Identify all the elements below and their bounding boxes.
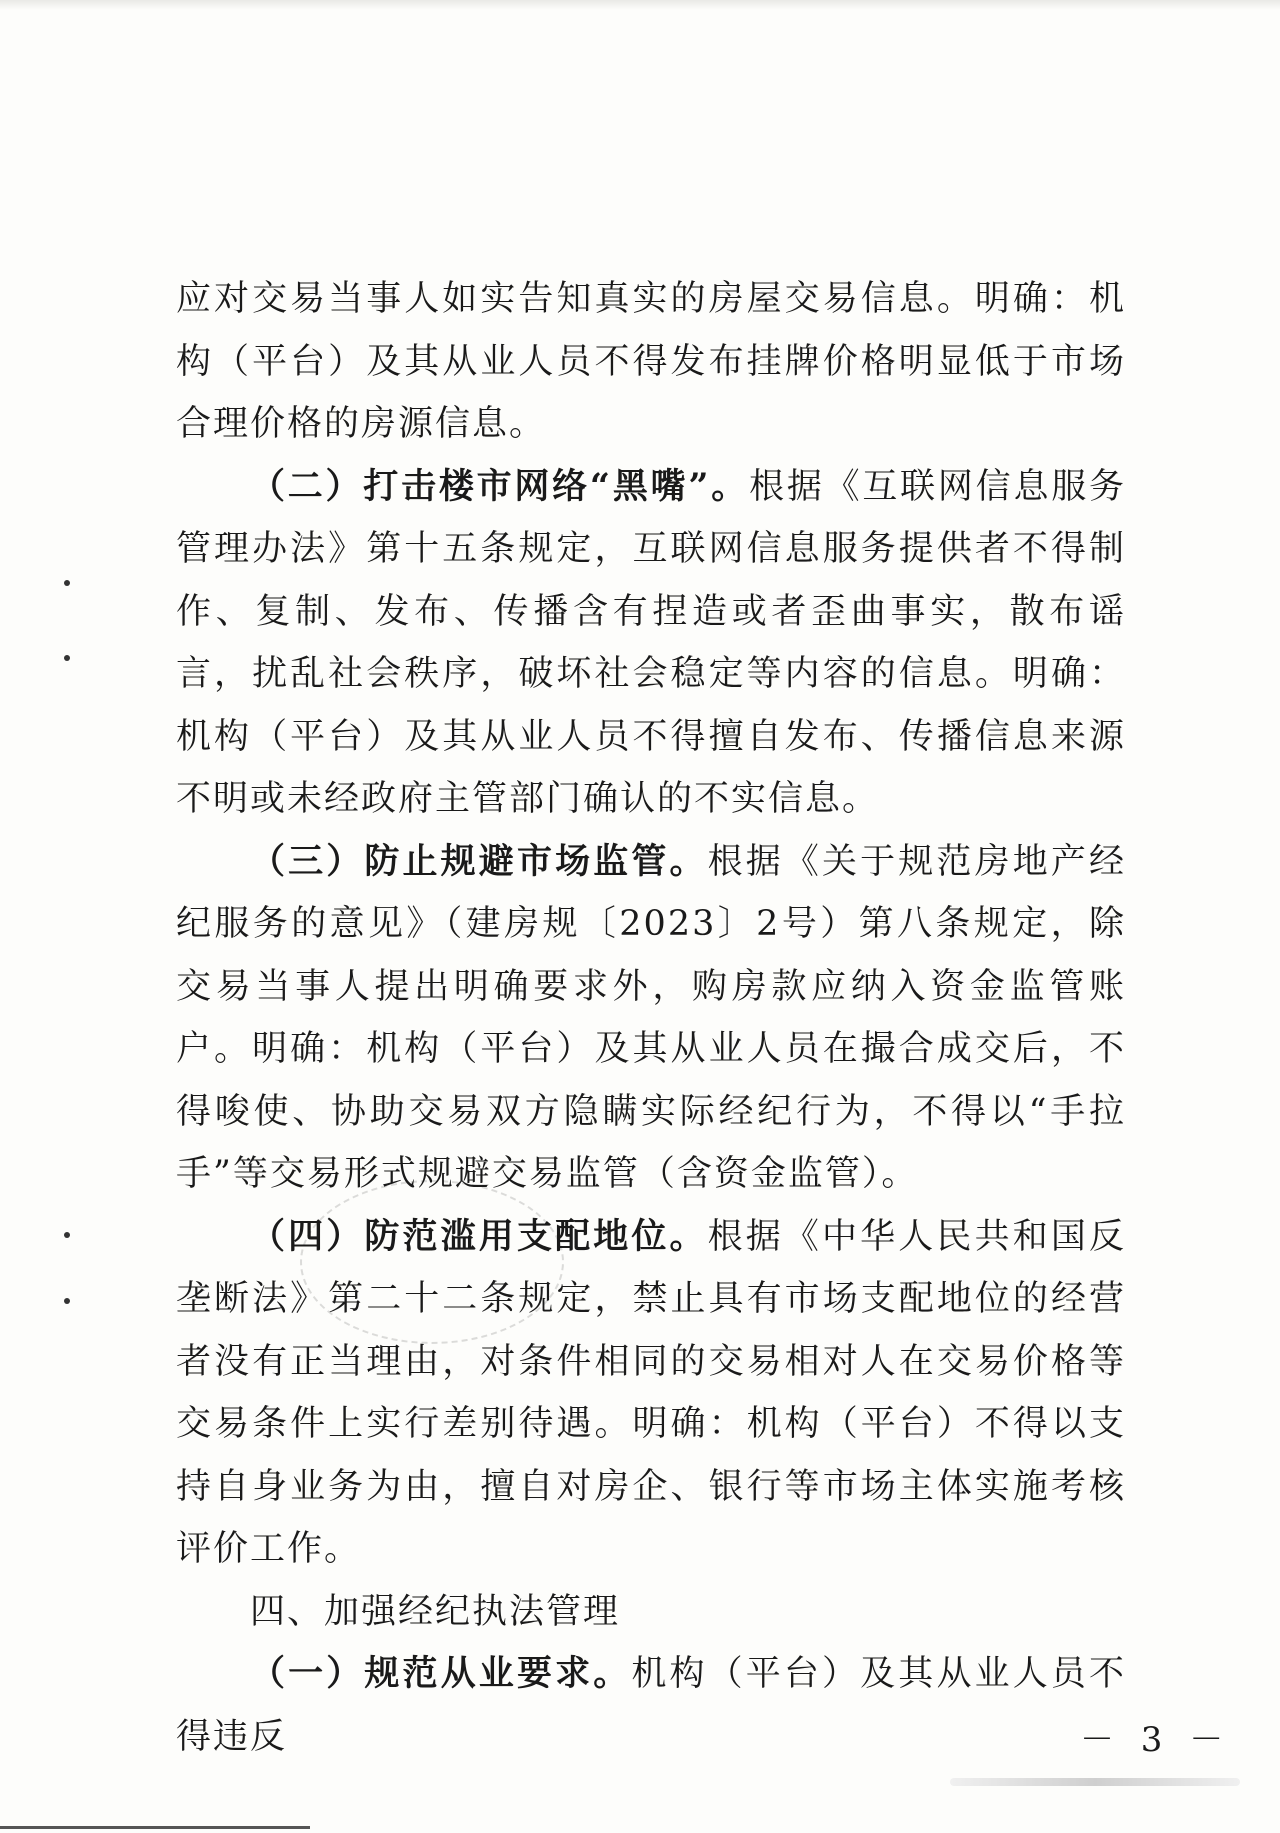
- paragraph-2-lead: （二）打击楼市网络“黑嘴”。: [250, 465, 750, 507]
- section-heading-text: 四、加强经纪执法管理: [250, 1591, 621, 1632]
- paragraph-6-lead: （一）规范从业要求。: [250, 1653, 632, 1694]
- paragraph-3-text: 根据《关于规范房地产经纪服务的意见》（建房规〔2023〕2号）第八条规定，除交易当事人提出明确要求外，购房款应纳入资金监管账户。明确：机构（平台）及其从业人员在撮合成交后，不得唆使、协助交易双方隐瞒实际经纪行为，不得以“手拉手”等交易形式规避交易监管（含资金监管）。: [176, 841, 1126, 1194]
- margin-mark: [64, 1298, 70, 1304]
- paragraph-3-lead: （三）防止规避市场监管。: [250, 840, 708, 882]
- paragraph-6-text: 机构（平台）及其从业人员不得违反: [176, 1654, 1126, 1757]
- bottom-scan-bar: [950, 1778, 1240, 1786]
- bottom-page-edge: [0, 1826, 310, 1829]
- margin-mark: [64, 580, 70, 586]
- scan-top-edge: [0, 0, 1280, 10]
- paragraph-3: [176, 831, 1126, 1206]
- paragraph-1: [176, 268, 1126, 456]
- paragraph-1-text: 应对交易当事人如实告知真实的房屋交易信息。明确：机构（平台）及其从业人员不得发布挂牌价格明显低于市场合理价格的房源信息。: [176, 279, 1126, 444]
- paragraph-6: [176, 1643, 1126, 1768]
- page-number: － 3 －: [1080, 1720, 1232, 1760]
- paragraph-4-lead: （四）防范滥用支配地位。: [250, 1215, 708, 1257]
- paragraph-2: [176, 456, 1126, 831]
- paragraph-4-text: 根据《中华人民共和国反垄断法》第二十二条规定，禁止具有市场支配地位的经营者没有正当理由，对条件相同的交易相对人在交易价格等交易条件上实行差别待遇。明确：机构（平台）不得以支持自身业务为由，擅自对房企、银行等市场主体实施考核评价工作。: [176, 1216, 1126, 1569]
- margin-mark: [64, 655, 70, 661]
- section-heading: [176, 1581, 1126, 1644]
- paragraph-4: [176, 1206, 1126, 1581]
- document-body: [176, 268, 1126, 1768]
- paragraph-2-text: 根据《互联网信息服务管理办法》第十五条规定，互联网信息服务提供者不得制作、复制、发布、传播含有捏造或者歪曲事实，散布谣言，扰乱社会秩序，破坏社会稳定等内容的信息。明确：机构（平台）及其从业人员不得擅自发布、传播信息来源不明或未经政府主管部门确认的不实信息。: [176, 466, 1126, 819]
- margin-mark: [64, 1232, 70, 1238]
